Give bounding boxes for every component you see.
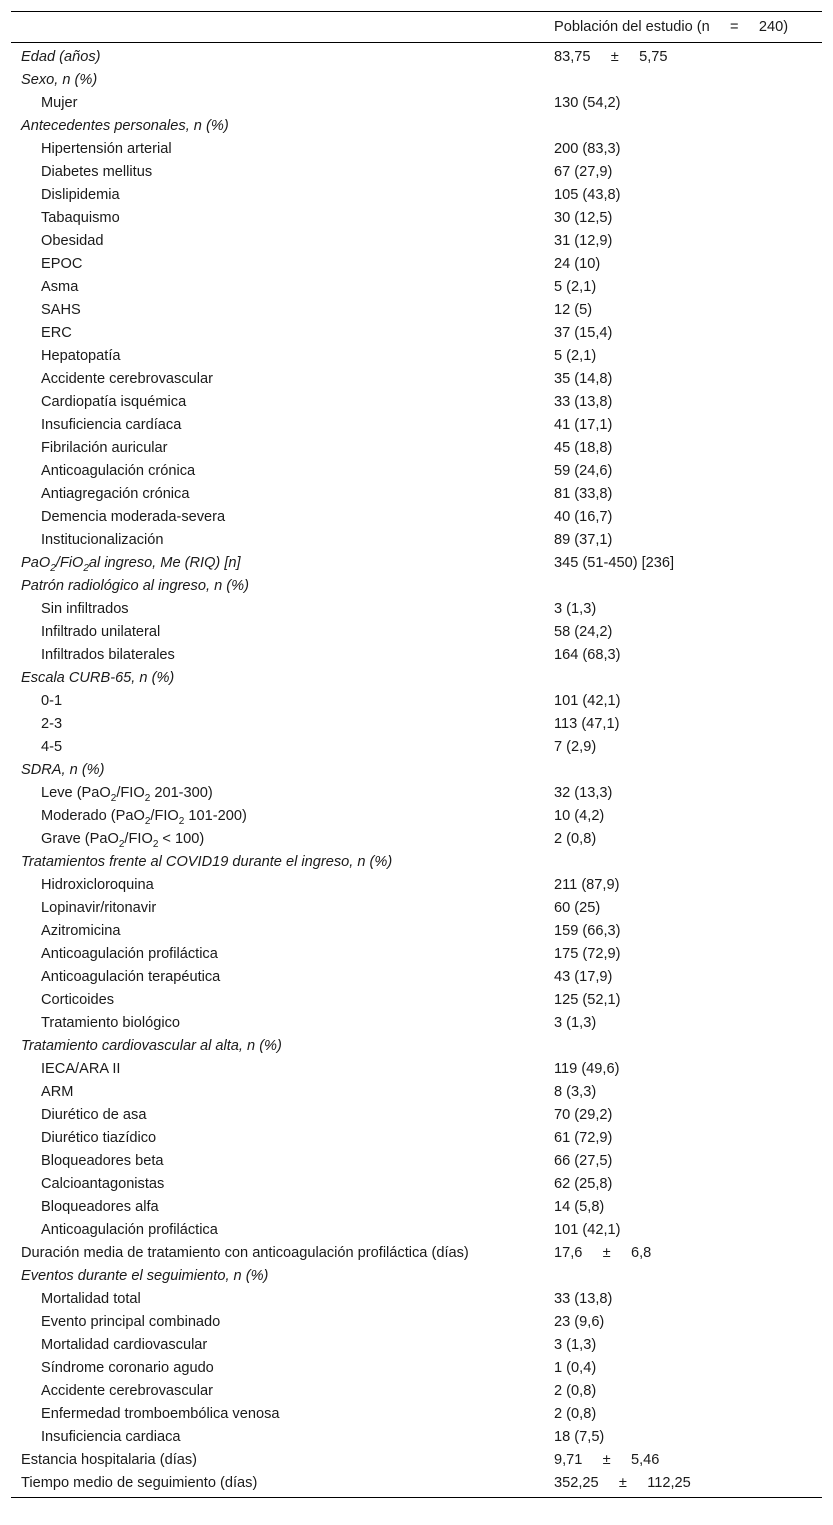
table-row	[11, 574, 822, 597]
table-row	[11, 551, 822, 574]
row-label: Anticoagulación terapéutica	[41, 968, 221, 985]
table-row	[11, 781, 822, 804]
row-value: 130 (54,2)	[554, 94, 621, 111]
table-row	[11, 459, 822, 482]
row-label: Mortalidad cardiovascular	[41, 1336, 208, 1353]
row-value: 2 (0,8)	[554, 830, 597, 847]
table-row	[11, 1057, 822, 1080]
row-label: Accidente cerebrovascular	[41, 1382, 213, 1399]
row-label: Tratamiento cardiovascular al alta, n (%)	[21, 1037, 282, 1054]
table-row	[11, 275, 822, 298]
row-value: 14 (5,8)	[554, 1198, 605, 1215]
row-label: Moderado ($PaO_2/FIO_2$ 101-200)	[41, 807, 247, 827]
row-label: SAHS	[41, 301, 81, 318]
table-row	[11, 160, 822, 183]
row-label: Tratamientos frente al COVID19 durante el ingreso, n (%)	[21, 853, 393, 870]
row-value: 70 (29,2)	[554, 1106, 613, 1123]
table-row	[11, 643, 822, 666]
row-label: Bloqueadores beta	[41, 1152, 164, 1169]
table-row	[11, 206, 822, 229]
row-label: Hipertensión arterial	[41, 140, 172, 157]
row-label: Eventos durante el seguimiento, n (%)	[21, 1267, 269, 1284]
row-value: 23 (9,6)	[554, 1313, 605, 1330]
table-row	[11, 896, 822, 919]
table-row	[11, 68, 822, 91]
row-label: Lopinavir/ritonavir	[41, 899, 157, 916]
row-value: 175 (72,9)	[554, 945, 621, 962]
table-row	[11, 91, 822, 114]
table-row	[11, 1287, 822, 1310]
row-value: 12 (5)	[554, 301, 593, 318]
row-value: 101 (42,1)	[554, 692, 621, 709]
table-body	[11, 45, 822, 1494]
row-value: 8 (3,3)	[554, 1083, 597, 1100]
row-value: 31 (12,9)	[554, 232, 613, 249]
row-value: 18 (7,5)	[554, 1428, 605, 1445]
row-label: Hepatopatía	[41, 347, 121, 364]
row-value: 17,6 ± 6,8	[554, 1244, 652, 1261]
row-value: 125 (52,1)	[554, 991, 621, 1008]
row-value: 5 (2,1)	[554, 278, 597, 295]
row-value: 60 (25)	[554, 899, 601, 916]
table-row	[11, 1218, 822, 1241]
row-label: PaO$_2$/FiO$_2$al ingreso, Me (RIQ) [n]	[21, 554, 241, 574]
row-value: 58 (24,2)	[554, 623, 613, 640]
row-label: Demencia moderada-severa	[41, 508, 226, 525]
row-label: Duración media de tratamiento con anticoagulación profiláctica (días)	[21, 1244, 469, 1261]
row-value: 119 (49,6)	[554, 1060, 620, 1077]
row-label: ARM	[41, 1083, 74, 1100]
row-label: Calcioantagonistas	[41, 1175, 165, 1192]
table-row	[11, 183, 822, 206]
row-label: Diabetes mellitus	[41, 163, 153, 180]
table-row	[11, 528, 822, 551]
table-row	[11, 666, 822, 689]
row-label: Anticoagulación profiláctica	[41, 1221, 218, 1238]
row-value: 352,25 ± 112,25	[554, 1474, 691, 1491]
row-label: SDRA, n (%)	[21, 761, 105, 778]
table-row	[11, 1310, 822, 1333]
table-row	[11, 1126, 822, 1149]
table-row	[11, 1149, 822, 1172]
header-column-title: Población del estudio (n = 240)	[554, 19, 789, 35]
row-label: Corticoides	[41, 991, 114, 1008]
row-label: Sin infiltrados	[41, 600, 129, 617]
table-row	[11, 505, 822, 528]
row-label: Azitromicina	[41, 922, 121, 939]
row-value: 10 (4,2)	[554, 807, 605, 824]
table-row	[11, 804, 822, 827]
table-row	[11, 827, 822, 850]
table-row	[11, 367, 822, 390]
table-row	[11, 620, 822, 643]
row-label: Estancia hospitalaria (días)	[21, 1451, 198, 1468]
row-value: 81 (33,8)	[554, 485, 613, 502]
row-label: IECA/ARA II	[41, 1060, 121, 1077]
row-value: 37 (15,4)	[554, 324, 613, 341]
row-value: 3 (1,3)	[554, 1014, 597, 1031]
table-row	[11, 1379, 822, 1402]
row-value: 3 (1,3)	[554, 600, 597, 617]
row-label: ERC	[41, 324, 72, 341]
table-row	[11, 252, 822, 275]
table-row	[11, 321, 822, 344]
table-row	[11, 873, 822, 896]
table-header	[11, 12, 822, 43]
row-value: 24 (10)	[554, 255, 601, 272]
row-value: 5 (2,1)	[554, 347, 597, 364]
row-label: Tratamiento biológico	[41, 1014, 180, 1031]
table-row	[11, 413, 822, 436]
table-row	[11, 597, 822, 620]
row-label: Fibrilación auricular	[41, 439, 168, 456]
row-value: 2 (0,8)	[554, 1405, 597, 1422]
row-value: 7 (2,9)	[554, 738, 597, 755]
row-value: 83,75 ± 5,75	[554, 48, 668, 65]
row-label: Enfermedad tromboembólica venosa	[41, 1405, 280, 1422]
row-value: 62 (25,8)	[554, 1175, 613, 1192]
row-value: 33 (13,8)	[554, 393, 613, 410]
row-label: 2-3	[41, 715, 63, 732]
row-value: 67 (27,9)	[554, 163, 613, 180]
row-label: Anticoagulación profiláctica	[41, 945, 218, 962]
table-row	[11, 1034, 822, 1057]
table-bottom-rule	[11, 1497, 822, 1498]
table-row	[11, 988, 822, 1011]
row-label: Tabaquismo	[41, 209, 120, 226]
row-label: Leve ($PaO_2/FIO_2$ 201-300)	[41, 784, 213, 804]
row-label: Cardiopatía isquémica	[41, 393, 187, 410]
row-value: 43 (17,9)	[554, 968, 613, 985]
row-value: 66 (27,5)	[554, 1152, 613, 1169]
row-label: Obesidad	[41, 232, 104, 249]
row-label: Antecedentes personales, n (%)	[21, 117, 229, 134]
row-label: Tiempo medio de seguimiento (días)	[21, 1474, 258, 1491]
row-value: 32 (13,3)	[554, 784, 613, 801]
table-row	[11, 735, 822, 758]
row-value: 211 (87,9)	[554, 876, 620, 893]
row-value: 35 (14,8)	[554, 370, 613, 387]
row-label: Insuficiencia cardíaca	[41, 416, 182, 433]
row-value: 33 (13,8)	[554, 1290, 613, 1307]
row-value: 1 (0,4)	[554, 1359, 597, 1376]
row-value: 345 (51-450) [236]	[554, 554, 675, 571]
row-value: 61 (72,9)	[554, 1129, 613, 1146]
row-label: Anticoagulación crónica	[41, 462, 196, 479]
table-row	[11, 436, 822, 459]
row-label: Mortalidad total	[41, 1290, 141, 1307]
row-value: 200 (83,3)	[554, 140, 621, 157]
table-row	[11, 850, 822, 873]
table-row	[11, 1172, 822, 1195]
row-label: Síndrome coronario agudo	[41, 1359, 214, 1376]
table-row	[11, 298, 822, 321]
table-row	[11, 689, 822, 712]
row-label: Diurético tiazídico	[41, 1129, 157, 1146]
table-row	[11, 919, 822, 942]
row-value: 3 (1,3)	[554, 1336, 597, 1353]
row-value: 2 (0,8)	[554, 1382, 597, 1399]
row-label: Patrón radiológico al ingreso, n (%)	[21, 577, 249, 594]
row-label: Hidroxicloroquina	[41, 876, 154, 893]
row-label: Diurético de asa	[41, 1106, 147, 1123]
row-label: Bloqueadores alfa	[41, 1198, 159, 1215]
row-label: Mujer	[41, 94, 78, 111]
row-label: Infiltrados bilaterales	[41, 646, 175, 663]
table-row	[11, 229, 822, 252]
row-value: 41 (17,1)	[554, 416, 613, 433]
table-row	[11, 1011, 822, 1034]
row-label: 4-5	[41, 738, 63, 755]
row-value: 30 (12,5)	[554, 209, 613, 226]
row-label: Escala CURB-65, n (%)	[21, 669, 175, 686]
row-value: 59 (24,6)	[554, 462, 613, 479]
row-label: Grave $(PaO_2/FIO_2 < 100)$	[41, 830, 205, 850]
row-label: Dislipidemia	[41, 186, 120, 203]
table-row	[11, 1264, 822, 1287]
row-label: Institucionalización	[41, 531, 164, 548]
row-label: Antiagregación crónica	[41, 485, 190, 502]
table-row	[11, 1471, 822, 1494]
row-label: Asma	[41, 278, 79, 295]
row-value: 113 (47,1)	[554, 715, 620, 732]
row-label: Edad (años)	[21, 48, 101, 65]
row-value: 45 (18,8)	[554, 439, 613, 456]
table-row	[11, 137, 822, 160]
row-label: Evento principal combinado	[41, 1313, 221, 1330]
row-label: EPOC	[41, 255, 83, 272]
table-row	[11, 942, 822, 965]
row-value: 159 (66,3)	[554, 922, 621, 939]
table-row	[11, 1448, 822, 1471]
table-row	[11, 1241, 822, 1264]
row-value: 89 (37,1)	[554, 531, 613, 548]
row-label: Sexo, n (%)	[21, 71, 98, 88]
row-value: 9,71 ± 5,46	[554, 1451, 660, 1468]
row-label: 0-1	[41, 692, 63, 709]
row-label: Insuficiencia cardiaca	[41, 1428, 181, 1445]
table-row	[11, 758, 822, 781]
table-row	[11, 965, 822, 988]
table-row	[11, 712, 822, 735]
table-row	[11, 45, 822, 68]
table-row	[11, 1103, 822, 1126]
table-row	[11, 1356, 822, 1379]
row-label: Accidente cerebrovascular	[41, 370, 213, 387]
row-value: 105 (43,8)	[554, 186, 621, 203]
table-row	[11, 114, 822, 137]
table-row	[11, 1425, 822, 1448]
row-value: 101 (42,1)	[554, 1221, 621, 1238]
table-row	[11, 1195, 822, 1218]
row-value: 164 (68,3)	[554, 646, 621, 663]
table-row	[11, 1080, 822, 1103]
row-label: Infiltrado unilateral	[41, 623, 161, 640]
table-row	[11, 344, 822, 367]
table-row	[11, 390, 822, 413]
table-row	[11, 482, 822, 505]
table-row	[11, 1333, 822, 1356]
data-table	[11, 11, 822, 1498]
row-value: 40 (16,7)	[554, 508, 613, 525]
table-row	[11, 1402, 822, 1425]
